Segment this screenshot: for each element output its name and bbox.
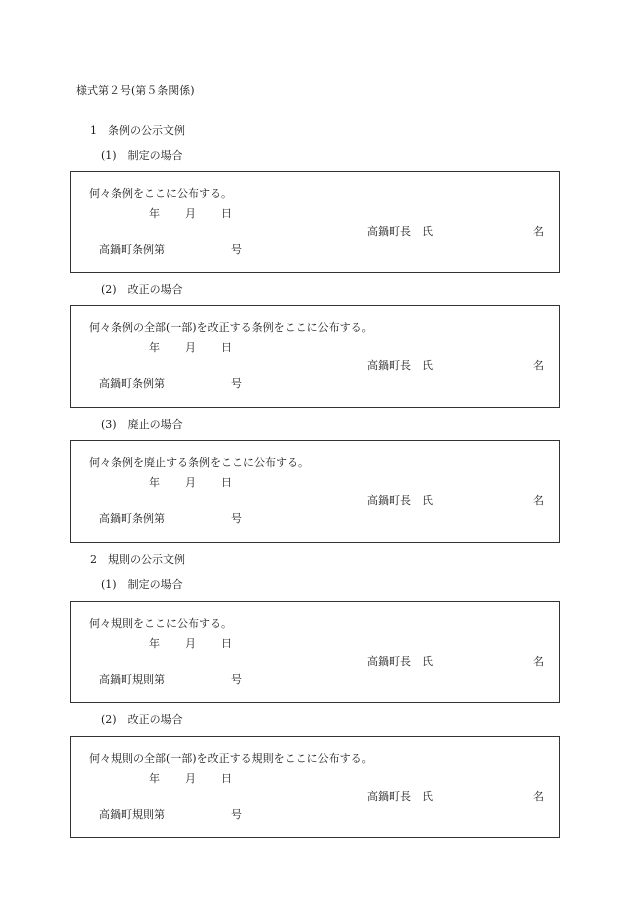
date-month-label: 月 <box>185 341 196 354</box>
promulgation-text: 何々条例を廃止する条例をここに公布する。 <box>89 456 309 469</box>
ordinance-enactment-box <box>70 171 560 273</box>
regulation-amendment-box <box>70 736 560 838</box>
regulation-number-prefix: 高鍋町規則第 <box>99 808 165 821</box>
date-month-label: 月 <box>185 476 196 489</box>
date-year-label: 年 <box>149 207 160 220</box>
date-day-label: 日 <box>221 637 232 650</box>
date-month-label: 月 <box>185 637 196 650</box>
ordinance-number-prefix: 高鍋町条例第 <box>99 243 165 256</box>
regulation-number-suffix: 号 <box>231 808 242 821</box>
ordinance-number-suffix: 号 <box>231 243 242 256</box>
signer-title: 高鍋町長 氏 <box>367 655 433 668</box>
signer-name-suffix: 名 <box>533 790 544 803</box>
signer-title: 高鍋町長 氏 <box>367 225 433 238</box>
signer-name-suffix: 名 <box>533 494 544 507</box>
regulation-number-suffix: 号 <box>231 673 242 686</box>
date-year-label: 年 <box>149 637 160 650</box>
signer-title: 高鍋町長 氏 <box>367 359 433 372</box>
form-title: 様式第２号(第５条関係) <box>76 84 195 97</box>
ordinance-number-prefix: 高鍋町条例第 <box>99 512 165 525</box>
promulgation-text: 何々規則をここに公布する。 <box>89 617 232 630</box>
ordinance-number-suffix: 号 <box>231 377 242 390</box>
date-month-label: 月 <box>185 207 196 220</box>
ordinance-number-prefix: 高鍋町条例第 <box>99 377 165 390</box>
signer-title: 高鍋町長 氏 <box>367 494 433 507</box>
promulgation-text: 何々規則の全部(一部)を改正する規則をここに公布する。 <box>89 752 373 765</box>
date-day-label: 日 <box>221 476 232 489</box>
section-heading-regulations: 2 規則の公示文例 <box>90 553 185 566</box>
date-year-label: 年 <box>149 341 160 354</box>
regulation-enactment-box <box>70 601 560 703</box>
signer-name-suffix: 名 <box>533 225 544 238</box>
signer-name-suffix: 名 <box>533 359 544 372</box>
date-year-label: 年 <box>149 476 160 489</box>
subheading-regulation-enactment: (1) 制定の場合 <box>101 578 183 591</box>
signer-title: 高鍋町長 氏 <box>367 790 433 803</box>
date-month-label: 月 <box>185 772 196 785</box>
ordinance-amendment-box <box>70 305 560 408</box>
subheading-ordinance-amendment: (2) 改正の場合 <box>101 283 183 296</box>
subheading-ordinance-enactment: (1) 制定の場合 <box>101 149 183 162</box>
subheading-ordinance-repeal: (3) 廃止の場合 <box>101 418 183 431</box>
regulation-number-prefix: 高鍋町規則第 <box>99 673 165 686</box>
promulgation-text: 何々条例の全部(一部)を改正する条例をここに公布する。 <box>89 321 373 334</box>
date-year-label: 年 <box>149 772 160 785</box>
ordinance-number-suffix: 号 <box>231 512 242 525</box>
signer-name-suffix: 名 <box>533 655 544 668</box>
subheading-regulation-amendment: (2) 改正の場合 <box>101 713 183 726</box>
ordinance-repeal-box <box>70 440 560 543</box>
section-heading-ordinances: 1 条例の公示文例 <box>90 124 185 137</box>
promulgation-text: 何々条例をここに公布する。 <box>89 187 232 200</box>
date-day-label: 日 <box>221 341 232 354</box>
date-day-label: 日 <box>221 772 232 785</box>
date-day-label: 日 <box>221 207 232 220</box>
